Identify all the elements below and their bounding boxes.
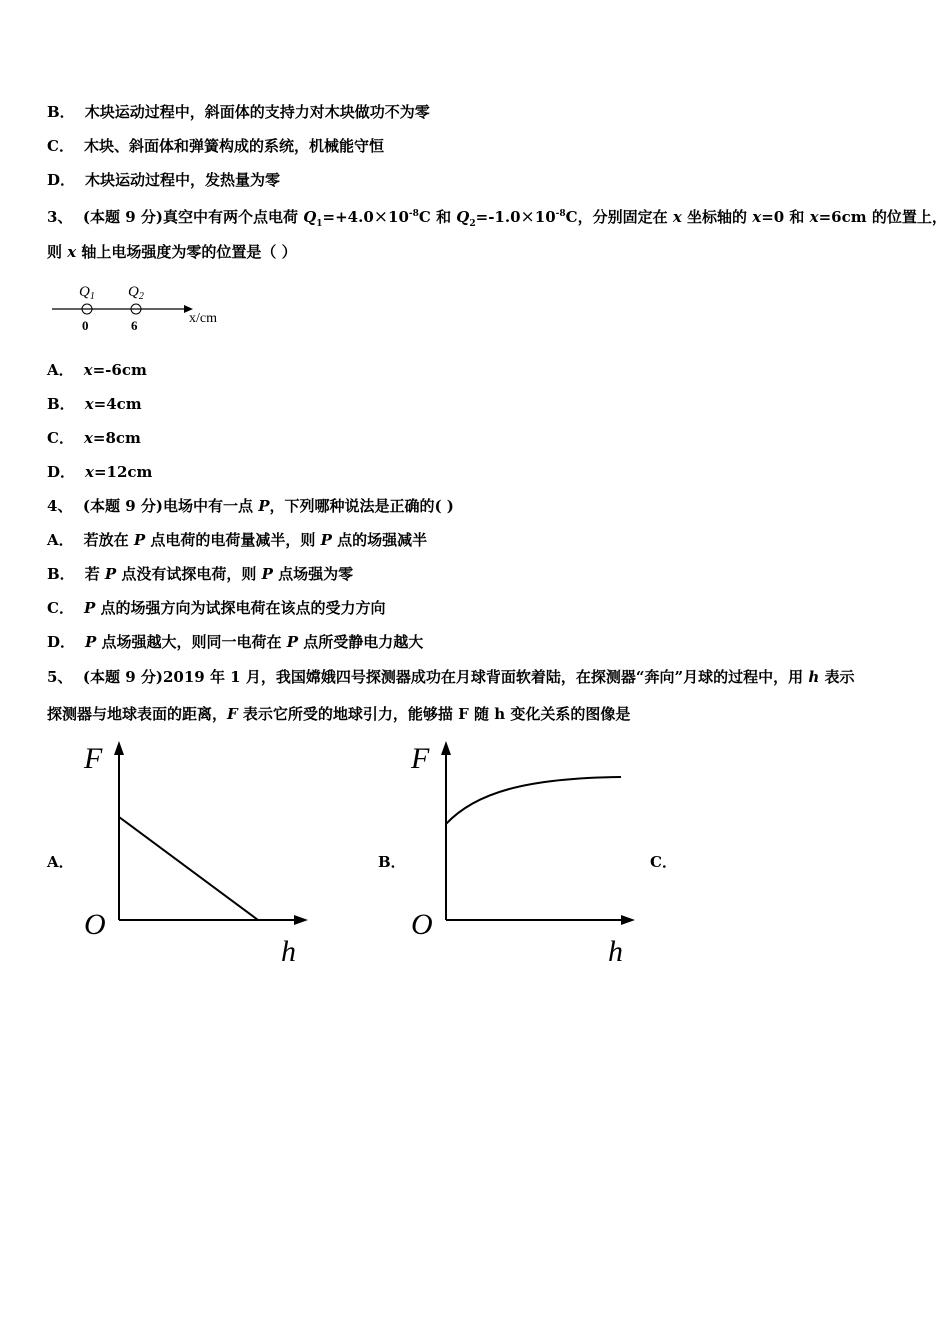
q2-option-b: B． 木块运动过程中，斜面体的支持力对木块做功不为零	[47, 103, 430, 121]
question-number: 4、	[47, 497, 73, 515]
q5-graph-b	[405, 738, 640, 970]
q2-option-c: C． 木块、斜面体和弹簧构成的系统，机械能守恒	[47, 137, 384, 155]
question-tag: (本题 9 分)	[82, 497, 163, 515]
q4-option-a: A． 若放在 P 点电荷的电荷量减半，则 P 点的场强减半	[47, 531, 428, 549]
tick-label-0: 0	[82, 318, 89, 333]
curve-line	[446, 777, 621, 824]
q3-charge-axis-figure	[48, 278, 238, 336]
q5-choice-a-letter: A．	[47, 853, 74, 871]
q3-stem-line1: 3、 (本题 9 分)真空中有两个点电荷 $Q_1=+4.0\times 10^{-8}C$ 和 $Q_2=-1.0\times 10^{-8}C$，分别固定在 x 坐标轴的 x=0 和 x=6cm 的位置上，	[47, 207, 947, 229]
y-axis-arrow-icon	[114, 741, 124, 755]
tick-label-6: 6	[131, 318, 138, 333]
q5-choice-c-letter: C．	[650, 853, 677, 871]
q4-stem: 4、 (本题 9 分)电场中有一点 P，下列哪种说法是正确的( )	[47, 497, 454, 515]
x-axis-label: h	[608, 935, 623, 968]
x-axis-arrow-icon	[294, 915, 308, 925]
origin-label: O	[411, 908, 433, 941]
q4-option-c: C． P 点的场强方向为试探电荷在该点的受力方向	[47, 599, 386, 617]
q2-label: $Q_2$	[128, 284, 144, 302]
x-axis-label: h	[281, 935, 296, 968]
q2-option-d: D． 木块运动过程中，发热量为零	[47, 171, 281, 189]
origin-label: O	[84, 908, 106, 941]
q3-option-b: B． x=4cm	[47, 395, 142, 413]
q5-stem-line2: 探测器与地球表面的距离，F 表示它所受的地球引力，能够描 F 随 h 变化关系的图像是	[47, 705, 631, 723]
q5-stem-line1: 5、 (本题 9 分)2019 年 1 月，我国嫦娥四号探测器成功在月球背面软着陆，在探测器“奔向”月球的过程中，用 h 表示	[47, 668, 855, 686]
q3-stem-line2: 则 x 轴上电场强度为零的位置是（ ）	[47, 243, 297, 261]
x-axis-arrow-icon	[621, 915, 635, 925]
curve-line	[119, 817, 258, 920]
q5-graph-a	[78, 738, 313, 970]
question-tag: (本题 9 分)	[82, 668, 163, 686]
q1-label: $Q_1$	[79, 284, 95, 302]
axis-label: x/cm	[189, 311, 217, 326]
q5-choice-b-letter: B．	[378, 853, 406, 871]
question-number: 5、	[47, 668, 73, 686]
q4-option-b: B． 若 P 点没有试探电荷，则 P 点场强为零	[47, 565, 354, 583]
question-tag: (本题 9 分)	[82, 208, 163, 226]
y-axis-arrow-icon	[441, 741, 451, 755]
q3-option-a: A． x=-6cm	[47, 361, 147, 379]
y-axis-label: F	[411, 742, 430, 775]
q4-option-d: D． P 点场强越大，则同一电荷在 P 点所受静电力越大	[47, 633, 424, 651]
question-number: 3、	[47, 208, 73, 226]
q3-option-d: D． x=12cm	[47, 463, 153, 481]
y-axis-label: F	[84, 742, 103, 775]
q3-option-c: C． x=8cm	[47, 429, 141, 447]
